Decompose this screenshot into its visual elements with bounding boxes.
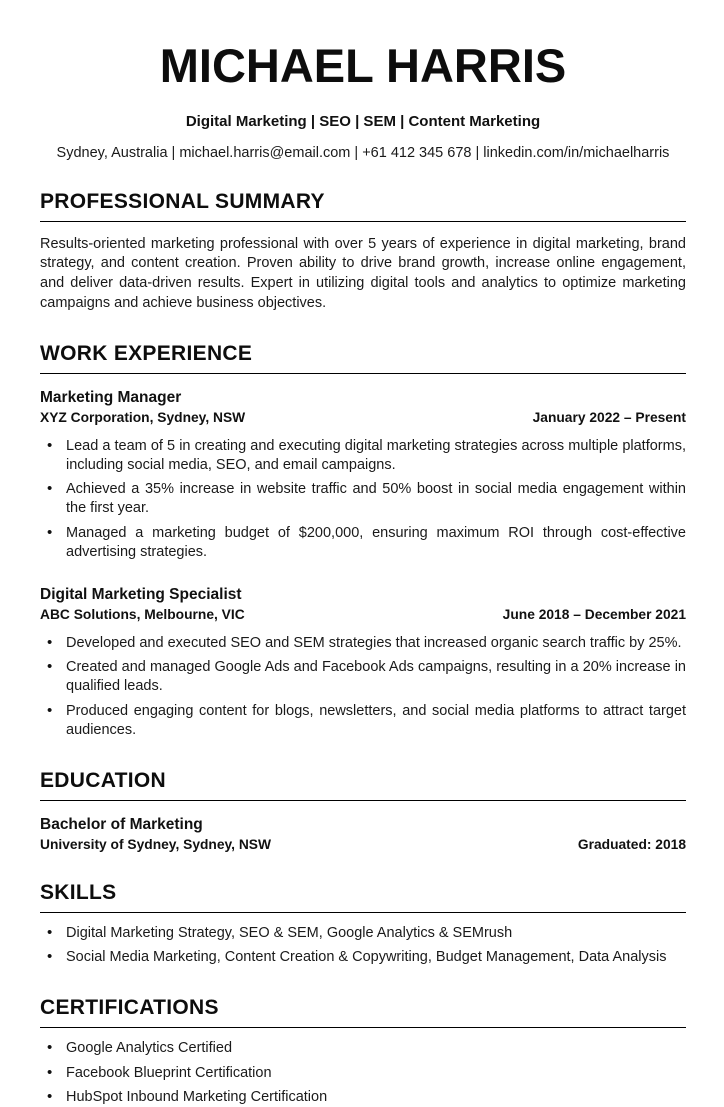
section-divider (40, 1027, 686, 1028)
job-entry-digital-marketing-specialist (40, 585, 686, 740)
job-dates: January 2022 – Present (532, 409, 686, 425)
job-meta-row (40, 607, 686, 622)
job-company: XYZ Corporation, Sydney, NSW (40, 409, 246, 425)
section-skills (40, 881, 686, 968)
skill-item: • Digital Marketing Strategy, SEO & SEM, Google Analytics & SEMrush (40, 924, 686, 943)
candidate-tagline: Digital Marketing | SEO | SEM | Content Marketing (185, 112, 541, 130)
job-company: ABC Solutions, Melbourne, VIC (40, 606, 245, 622)
job-bullet-list (40, 634, 686, 740)
candidate-name: MICHAEL HARRIS (159, 39, 567, 92)
education-meta-row (40, 837, 686, 852)
certifications-list (40, 1039, 686, 1107)
skill-item: • Social Media Marketing, Content Creation & Copywriting, Budget Management, Data Analysis (40, 948, 686, 967)
certification-item: • Google Analytics Certified (40, 1039, 686, 1058)
job-bullet: • Developed and executed SEO and SEM strategies that increased organic search traffic by 25%. (40, 634, 686, 653)
job-title: Marketing Manager (40, 389, 182, 407)
section-title-professional-summary: PROFESSIONAL SUMMARY (40, 189, 325, 213)
job-meta-row (40, 410, 686, 425)
education-entry (40, 815, 686, 851)
graduation-date: Graduated: 2018 (577, 836, 686, 852)
section-title-work-experience: WORK EXPERIENCE (40, 342, 253, 366)
job-bullet: • Produced engaging content for blogs, newsletters, and social media platforms to attract target audiences. (40, 702, 686, 741)
section-divider (40, 912, 686, 913)
certification-item: • Facebook Blueprint Certification (40, 1064, 686, 1083)
job-entry-marketing-manager (40, 388, 686, 562)
job-dates: June 2018 – December 2021 (502, 606, 686, 622)
job-title: Digital Marketing Specialist (40, 586, 242, 604)
section-work-experience (40, 342, 686, 740)
section-title-education: EDUCATION (40, 769, 166, 793)
degree-title: Bachelor of Marketing (40, 816, 203, 834)
job-bullet: • Managed a marketing budget of $200,000, ensuring maximum ROI through cost-effective advertising strategies. (40, 524, 686, 563)
section-divider (40, 373, 686, 374)
section-title-skills: SKILLS (40, 880, 117, 904)
job-bullet-list (40, 437, 686, 563)
summary-paragraph: Results-oriented marketing professional with over 5 years of experience in digital marketing, brand strategy, and content creation. Proven ability to drive brand growth, increase online engagement, and deliver data-driven results. Expert in utilizing digital tools and analytics to optimize marketing campaigns and achieve business objectives. (40, 235, 686, 311)
job-bullet: • Created and managed Google Ads and Facebook Ads campaigns, resulting in a 20% increase in qualified leads. (40, 658, 686, 697)
section-professional-summary (40, 190, 686, 313)
section-divider (40, 221, 686, 222)
resume-header (40, 40, 686, 161)
section-certifications (40, 996, 686, 1107)
job-bullet: • Achieved a 35% increase in website traffic and 50% boost in social media engagement within the first year. (40, 480, 686, 519)
section-title-certifications: CERTIFICATIONS (40, 996, 219, 1020)
section-divider (40, 800, 686, 801)
section-education (40, 769, 686, 852)
skills-list (40, 924, 686, 968)
certification-item: • HubSpot Inbound Marketing Certification (40, 1088, 686, 1107)
contact-line: Sydney, Australia | michael.harris@email.com | +61 412 345 678 | linkedin.com/in/michaelharris (56, 144, 670, 161)
school-name: University of Sydney, Sydney, NSW (40, 836, 272, 852)
job-bullet: • Lead a team of 5 in creating and executing digital marketing strategies across multiple platforms, including social media, SEO, and email campaigns. (40, 437, 686, 476)
